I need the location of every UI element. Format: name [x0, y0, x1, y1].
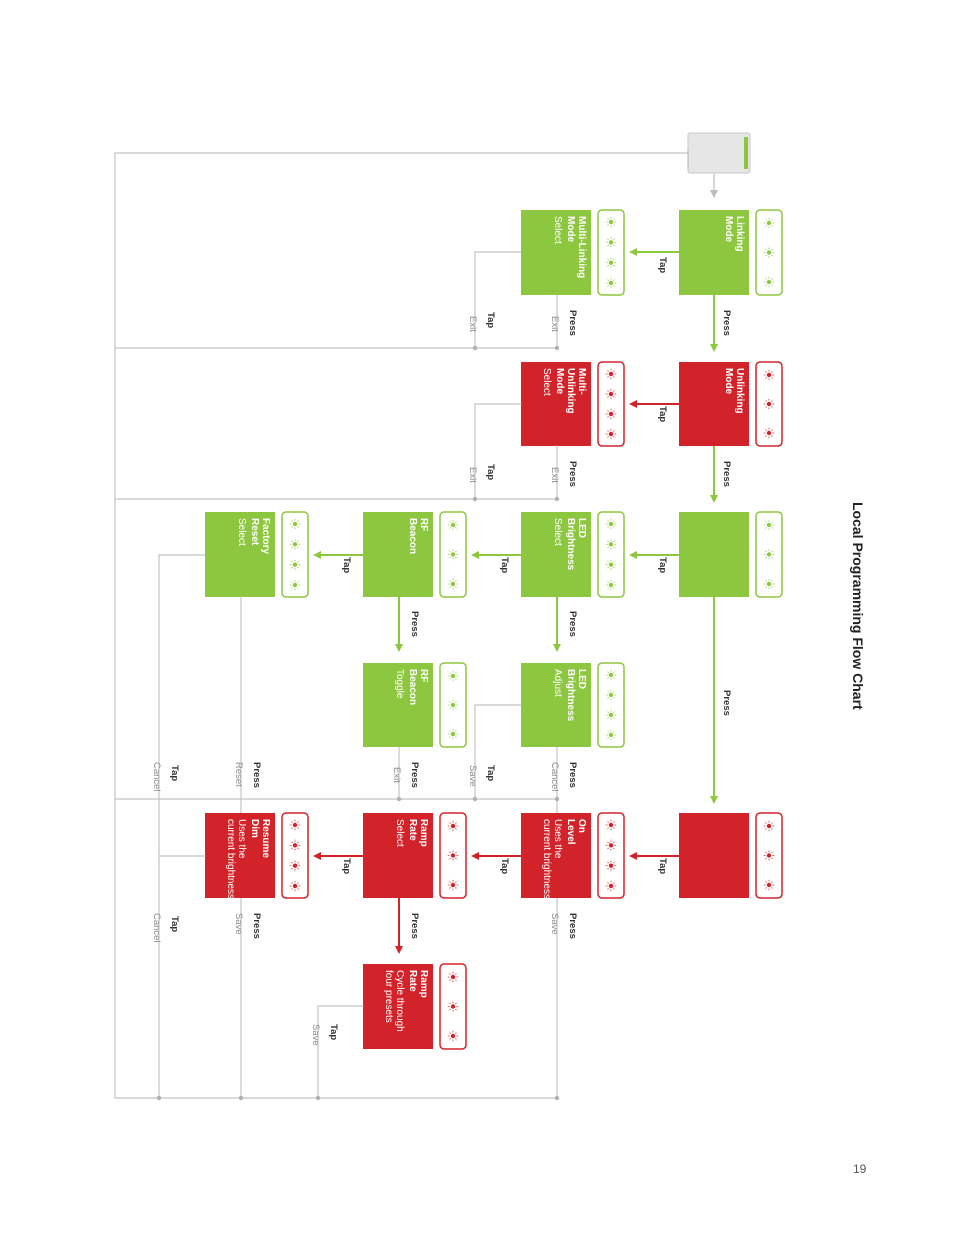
led-indicator-icon [609, 522, 613, 526]
junction-dot [555, 1096, 559, 1100]
led-indicator-icon [447, 820, 459, 832]
led-indicator-icon [289, 539, 301, 551]
label-press: Press [567, 762, 578, 788]
led-indicator-icon [605, 880, 617, 892]
label-press: Press [567, 461, 578, 487]
multi-linking-subtitle: Select [552, 216, 563, 244]
ramp-rate-select-subtitle: Select [394, 819, 405, 847]
dimmer-device-icon [688, 133, 750, 173]
led-indicator-icon [447, 549, 459, 561]
led-indicator-icon [605, 428, 617, 440]
led-indicator-icon [289, 518, 301, 530]
page-number: 19 [853, 1162, 867, 1176]
label-tap: Tap [657, 858, 668, 875]
rf-beacon-toggle-title-line: Beacon [407, 669, 418, 706]
on-level-subtitle-line: current brightness [541, 819, 552, 900]
label-tap: Tap [485, 464, 496, 481]
arrow-press-ramp-head [395, 946, 403, 954]
arrow-press-unlinking-head [710, 495, 718, 503]
led-indicator-icon [763, 549, 775, 561]
led-indicator-icon [451, 552, 455, 556]
led-indicator-icon [451, 1034, 455, 1038]
led-indicator-icon [605, 368, 617, 380]
led-indicator-icon [609, 392, 613, 396]
junction-dot [473, 497, 477, 501]
arrow-tap-onlevel-head [471, 852, 479, 860]
arrow-tap-ramp-head [313, 852, 321, 860]
linking-mode-title-line: Mode [723, 216, 734, 243]
led-indicator-icon [451, 853, 455, 857]
led-indicator-icon [609, 542, 613, 546]
multi-unlinking-subtitle: Select [541, 368, 552, 396]
label-tap: Tap [169, 916, 180, 933]
label-save: Save [549, 913, 560, 935]
led-indicator-icon [763, 369, 775, 381]
led-indicator-icon [609, 220, 613, 224]
led-indicator-icon [293, 522, 297, 526]
on-level-subtitle-line: Uses the [552, 819, 563, 859]
led-indicator-icon [767, 523, 771, 527]
led-indicator-icon [767, 373, 771, 377]
led-indicator-icon [605, 237, 617, 249]
led-indicator-icon [605, 860, 617, 872]
label-tap: Tap [328, 1024, 339, 1041]
label-cancel: Cancel [151, 913, 162, 943]
factory-reset-title-line: Reset [249, 518, 260, 546]
resume-dim-title-line: Resume [260, 819, 271, 858]
led-indicator-icon [605, 709, 617, 721]
row5-red-box [679, 813, 749, 898]
label-press: Press [567, 913, 578, 939]
arrow-press-linking-head [710, 344, 718, 352]
ramp-rate-cycle-title-line: Rate [407, 970, 418, 992]
resume-dim-subtitle-line: Uses the [236, 819, 247, 859]
factory-reset-title-line: Factory [260, 518, 271, 555]
junction-dot [473, 797, 477, 801]
led-indicator-icon [605, 277, 617, 289]
junction-dot [555, 346, 559, 350]
multi-linking-title-line: Mode [565, 216, 576, 243]
label-press: Press [251, 762, 262, 788]
led-indicator-icon [767, 431, 771, 435]
junction-dot [239, 1096, 243, 1100]
label-press: Press [567, 310, 578, 336]
led-indicator-icon [609, 412, 613, 416]
label-press: Press [721, 310, 732, 336]
label-press: Press [721, 690, 732, 716]
resume-dim-title-line: Dim [249, 819, 260, 838]
led-indicator-icon [609, 673, 613, 677]
label-cancel: Cancel [549, 762, 560, 792]
label-press: Press [409, 913, 420, 939]
led-brightness-select-subtitle: Select [552, 518, 563, 546]
factory-reset-subtitle: Select [236, 518, 247, 546]
led-brightness-adjust-title-line: LED [576, 669, 587, 689]
junction-dot [555, 797, 559, 801]
led-indicator-icon [609, 843, 613, 847]
led-indicator-icon [605, 257, 617, 269]
label-press: Press [409, 762, 420, 788]
led-indicator-icon [447, 728, 459, 740]
linking-mode-title-line: Linking [734, 216, 745, 252]
led-indicator-icon [451, 732, 455, 736]
led-indicator-icon [289, 880, 301, 892]
led-indicator-icon [289, 559, 301, 571]
led-indicator-icon [767, 883, 771, 887]
led-indicator-icon [767, 402, 771, 406]
led-indicator-icon [447, 1001, 459, 1013]
led-indicator-icon [609, 863, 613, 867]
led-indicator-icon [609, 372, 613, 376]
label-reset: Reset [233, 762, 244, 787]
led-indicator-icon [763, 427, 775, 439]
label-tap: Tap [485, 312, 496, 329]
label-press: Press [409, 611, 420, 637]
led-indicator-icon [767, 853, 771, 857]
led-indicator-icon [609, 693, 613, 697]
label-save: Save [467, 765, 478, 787]
led-indicator-icon [605, 840, 617, 852]
led-indicator-icon [763, 519, 775, 531]
label-tap: Tap [499, 557, 510, 574]
led-indicator-icon [767, 280, 771, 284]
led-indicator-icon [289, 860, 301, 872]
ramp-rate-select-title-line: Rate [407, 819, 418, 841]
arrow-tap-linking-head [629, 248, 637, 256]
led-indicator-icon [605, 388, 617, 400]
label-press: Press [721, 461, 732, 487]
led-brightness-select-title-line: Brightness [565, 518, 576, 571]
multi-linking-title-line: Multi-Linking [576, 216, 587, 279]
rf-beacon-toggle-title-line: RF [418, 669, 429, 683]
led-indicator-icon [451, 582, 455, 586]
rf-beacon-select-title-line: Beacon [407, 518, 418, 555]
led-indicator-icon [451, 674, 455, 678]
led-indicator-icon [605, 539, 617, 551]
label-tap: Tap [499, 858, 510, 875]
led-indicator-icon [447, 850, 459, 862]
led-indicator-icon [451, 883, 455, 887]
label-save: Save [310, 1024, 321, 1046]
led-indicator-icon [605, 559, 617, 571]
label-tap: Tap [341, 858, 352, 875]
led-indicator-icon [767, 250, 771, 254]
rf-beacon-toggle-subtitle: Toggle [394, 669, 405, 699]
label-save: Save [233, 913, 244, 935]
led-indicator-icon [451, 824, 455, 828]
led-brightness-adjust-subtitle: Adjust [552, 669, 563, 697]
led-indicator-icon [293, 562, 297, 566]
arrow-press-rf-head [395, 644, 403, 652]
led-indicator-icon [289, 579, 301, 591]
led-indicator-icon [293, 542, 297, 546]
led-indicator-icon [763, 578, 775, 590]
led-indicator-icon [447, 578, 459, 590]
led-indicator-icon [763, 398, 775, 410]
led-indicator-icon [763, 879, 775, 891]
led-indicator-icon [605, 408, 617, 420]
multi-unlinking-title-line: Multi- [576, 368, 587, 395]
label-tap: Tap [485, 765, 496, 782]
led-indicator-icon [767, 552, 771, 556]
on-level-title-line: Level [565, 819, 576, 845]
row3-green-box [679, 512, 749, 597]
unlinking-mode-title-line: Mode [723, 368, 734, 395]
led-indicator-icon [767, 221, 771, 225]
arrow-tap-unlinking-head [629, 400, 637, 408]
page-title: Local Programming Flow Chart [850, 502, 866, 710]
label-tap: Tap [657, 257, 668, 274]
led-indicator-icon [605, 819, 617, 831]
led-indicator-icon [447, 1030, 459, 1042]
resume-dim-subtitle-line: current brightness [225, 819, 236, 900]
label-cancel: Cancel [151, 762, 162, 792]
label-tap: Tap [169, 765, 180, 782]
led-indicator-icon [293, 843, 297, 847]
led-indicator-icon [447, 971, 459, 983]
label-tap: Tap [657, 406, 668, 423]
led-indicator-icon [293, 863, 297, 867]
arrow-press-row3-head [710, 796, 718, 804]
led-indicator-icon [447, 879, 459, 891]
led-indicator-icon [609, 432, 613, 436]
label-exit: Exit [467, 467, 478, 483]
led-indicator-icon [609, 240, 613, 244]
unlinking-mode-title-line: Unlinking [734, 368, 745, 414]
led-indicator-icon [605, 729, 617, 741]
led-indicator-icon [609, 733, 613, 737]
on-level-title-line: On [576, 819, 587, 833]
led-indicator-icon [609, 281, 613, 285]
led-indicator-icon [289, 819, 301, 831]
arrow-tap-led-head [471, 551, 479, 559]
led-indicator-icon [609, 713, 613, 717]
multi-unlinking-title-line: Unlinking [565, 368, 576, 414]
junction-dot [473, 346, 477, 350]
junction-dot [555, 497, 559, 501]
label-exit: Exit [467, 316, 478, 332]
led-indicator-icon [293, 884, 297, 888]
led-indicator-icon [609, 823, 613, 827]
ramp-rate-cycle-title-line: Ramp [418, 970, 429, 998]
led-indicator-icon [609, 583, 613, 587]
label-exit: Exit [391, 767, 402, 783]
led-indicator-icon [605, 518, 617, 530]
junction-dot [316, 1096, 320, 1100]
label-tap: Tap [341, 557, 352, 574]
led-indicator-icon [609, 260, 613, 264]
led-indicator-icon [293, 823, 297, 827]
led-indicator-icon [605, 689, 617, 701]
arrow-tap-rf-head [313, 551, 321, 559]
device-arrow-head [710, 190, 718, 198]
led-indicator-icon [451, 523, 455, 527]
label-exit: Exit [549, 467, 560, 483]
label-press: Press [251, 913, 262, 939]
junction-dot [397, 797, 401, 801]
led-indicator-icon [763, 850, 775, 862]
multi-unlinking-title-line: Mode [554, 368, 565, 395]
led-indicator-icon [293, 583, 297, 587]
led-indicator-icon [763, 247, 775, 259]
led-indicator-icon [763, 217, 775, 229]
led-indicator-icon [447, 699, 459, 711]
label-press: Press [567, 611, 578, 637]
ramp-rate-cycle-subtitle-line: four presets [383, 970, 394, 1023]
ramp-rate-select-title-line: Ramp [418, 819, 429, 847]
rf-beacon-select-title-line: RF [418, 518, 429, 532]
led-indicator-icon [447, 670, 459, 682]
label-exit: Exit [549, 316, 560, 332]
led-indicator-icon [767, 582, 771, 586]
led-indicator-icon [763, 276, 775, 288]
led-indicator-icon [609, 562, 613, 566]
led-indicator-icon [767, 824, 771, 828]
led-indicator-icon [451, 1004, 455, 1008]
led-indicator-icon [605, 579, 617, 591]
device-led-strip [744, 137, 748, 169]
led-indicator-icon [605, 669, 617, 681]
led-indicator-icon [447, 519, 459, 531]
junction-dot [157, 1096, 161, 1100]
arrow-tap-row3-head [629, 551, 637, 559]
led-indicator-icon [451, 975, 455, 979]
arrow-press-led-head [553, 644, 561, 652]
led-brightness-adjust-title-line: Brightness [565, 669, 576, 722]
led-indicator-icon [763, 820, 775, 832]
arrow-tap-row5-head [629, 852, 637, 860]
ramp-rate-cycle-subtitle-line: Cycle through [394, 970, 405, 1032]
label-tap: Tap [657, 557, 668, 574]
led-indicator-icon [289, 840, 301, 852]
led-indicator-icon [609, 884, 613, 888]
led-brightness-select-title-line: LED [576, 518, 587, 538]
led-indicator-icon [605, 216, 617, 228]
led-indicator-icon [451, 703, 455, 707]
